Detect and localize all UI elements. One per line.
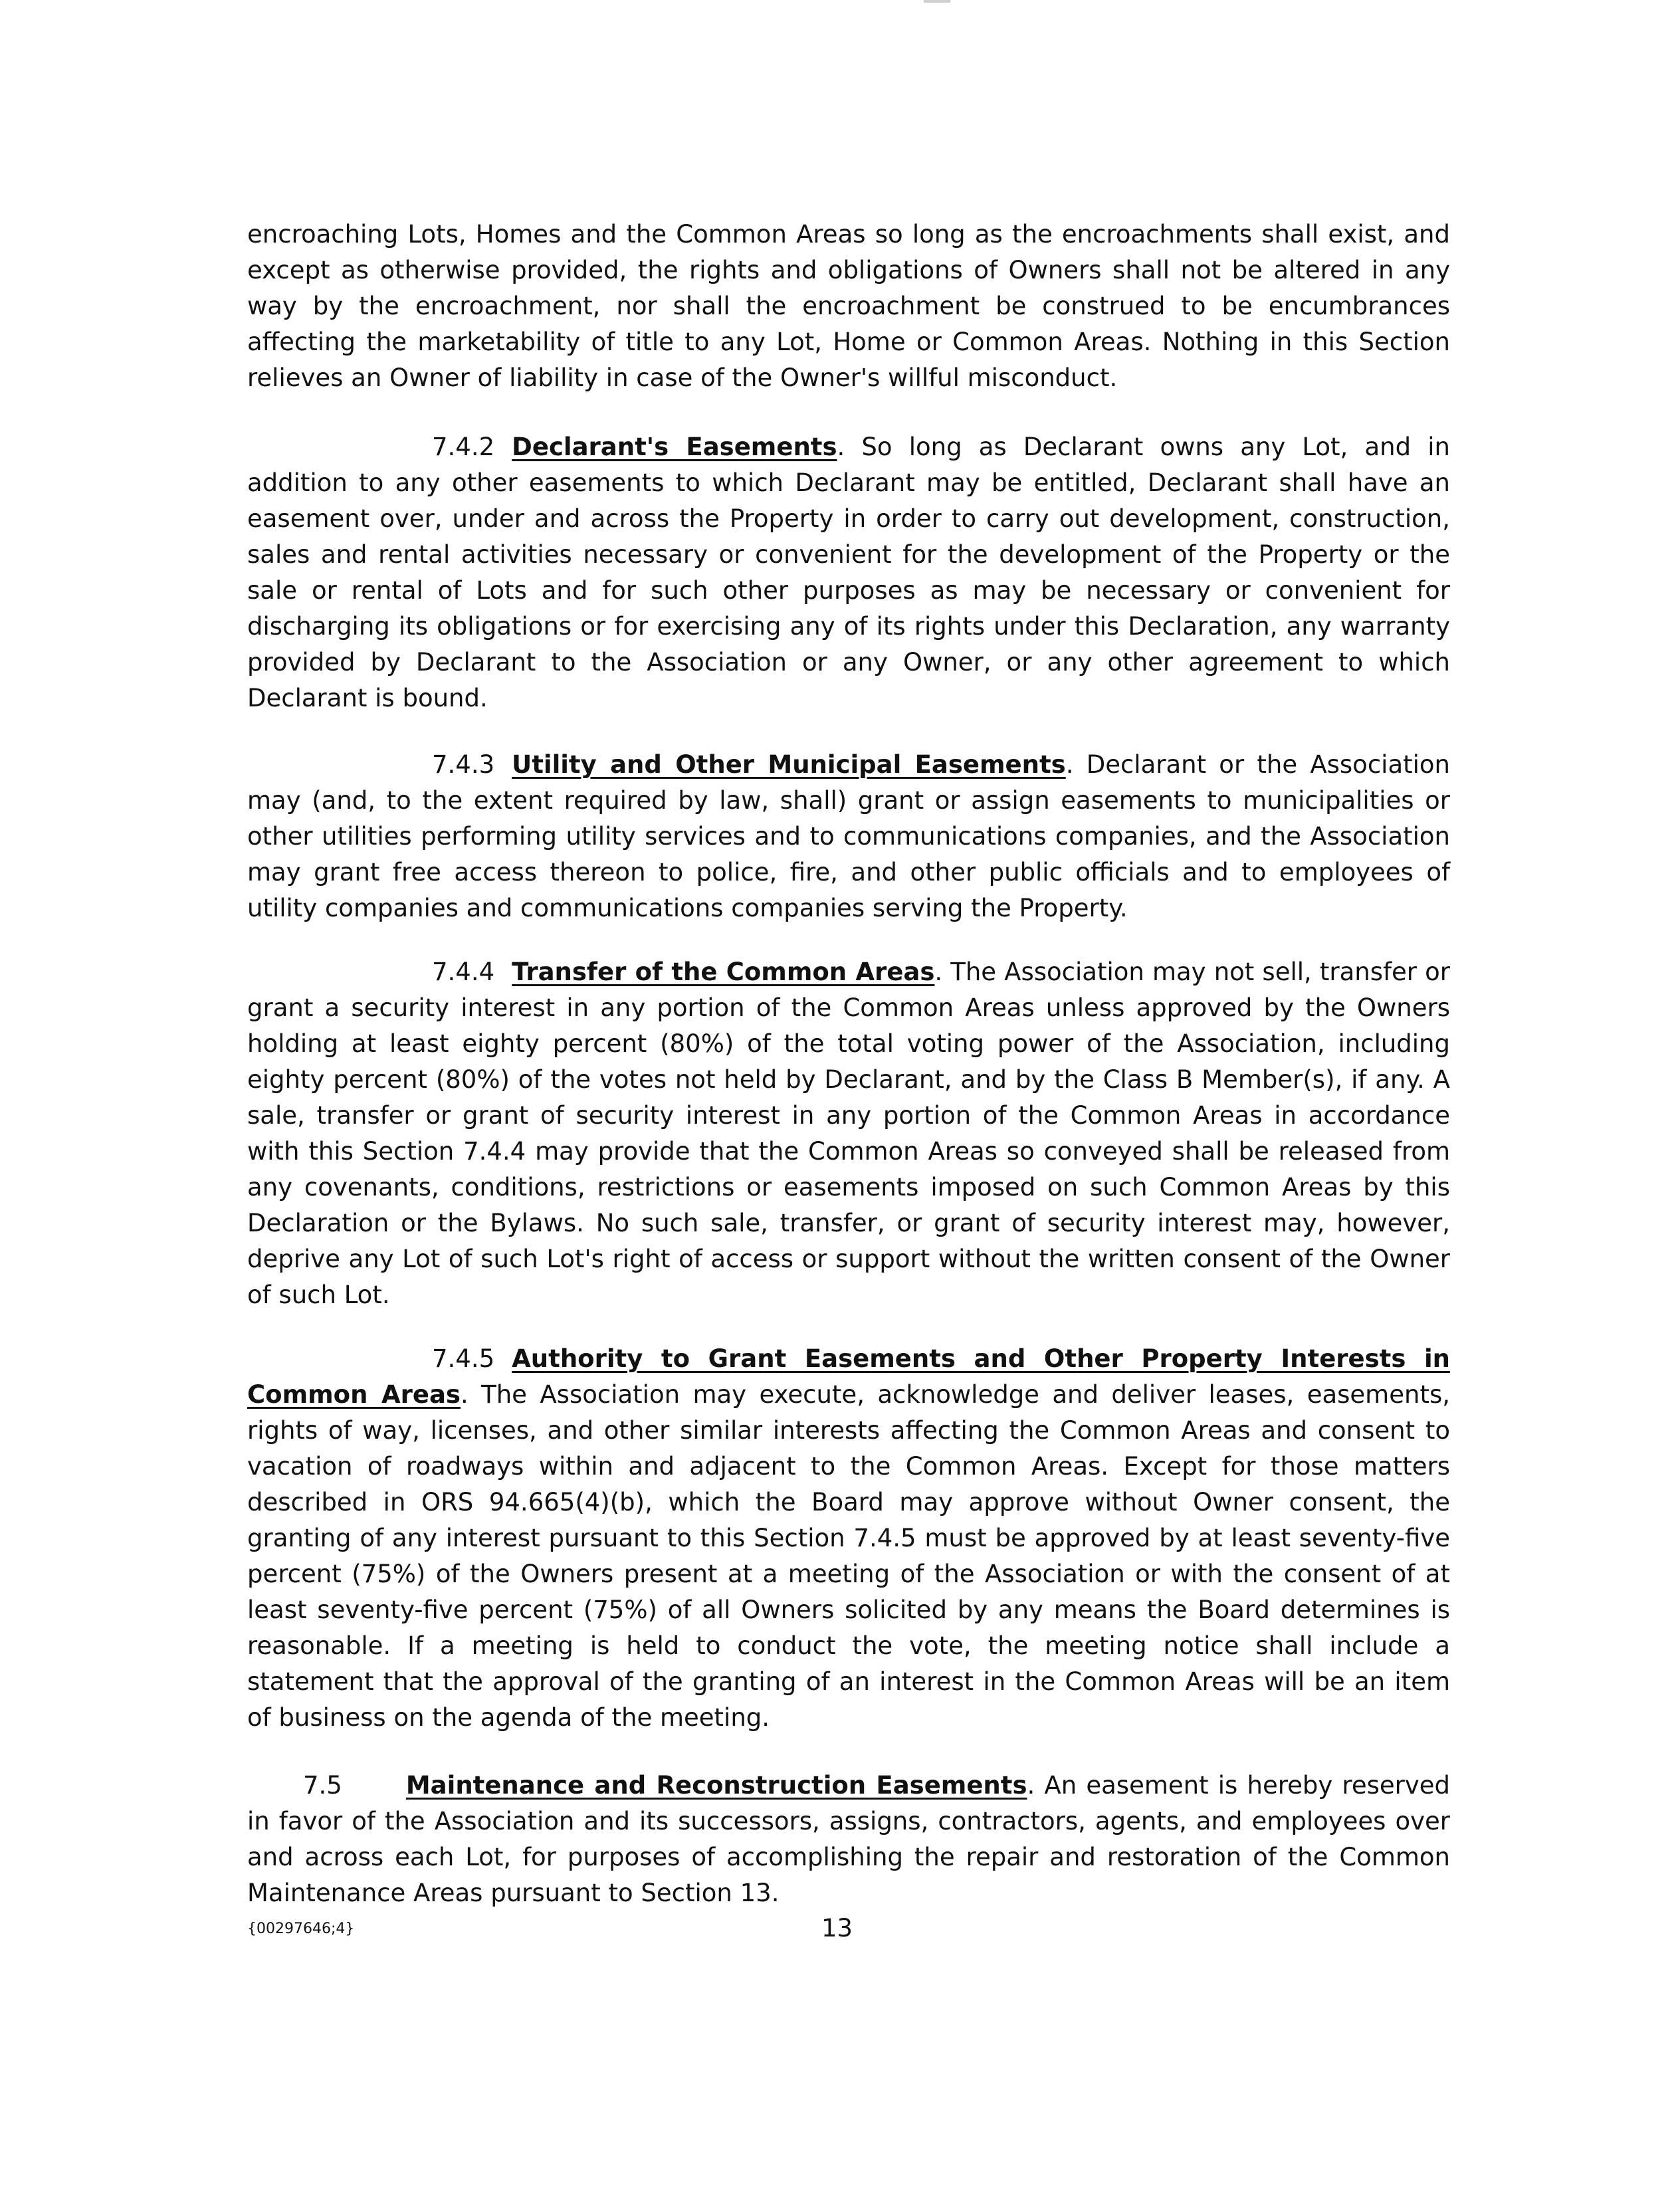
section-heading: Declarant's Easements (512, 433, 837, 461)
scan-mark (924, 0, 950, 3)
paragraph-7-4-2 (247, 429, 1450, 716)
paragraph-text: . So long as Declarant owns any Lot, and in addition to any other easements to which Declarant may be entitled, Declarant shall have an easement over, under and across the Property in order to carry out development, construction, sales and rental activities necessary or convenient for the development of the Property or the sale or rental of Lots and for such other purposes as may be necessary or convenient for discharging its obligations or for exercising any of its rights under this Declaration, any warranty provided by Declarant to the Association or any Owner, or any other agreement to which Declarant is bound. (247, 433, 1450, 712)
paragraph-7-4-3 (247, 747, 1450, 926)
paragraph-text: . The Association may not sell, transfer or grant a security interest in any portion of the Common Areas unless approved by the Owners holding at least eighty percent (80%) of the total voting power of the Association, including eighty percent (80%) of the votes not held by Declarant, and by the Class B Member(s), if any. A sale, transfer or grant of security interest in any portion of the Common Areas in accordance with this Section 7.4.4 may provide that the Common Areas so conveyed shall be released from any covenants, conditions, restrictions or easements imposed on such Common Areas by this Declaration or the Bylaws. No such sale, transfer, or grant of security interest may, however, deprive any Lot of such Lot's right of access or support without the written consent of the Owner of such Lot. (247, 958, 1450, 1309)
section-number: 7.4.2 (432, 433, 495, 461)
section-number: 7.4.3 (432, 750, 495, 779)
section-heading: Maintenance and Reconstruction Easements (405, 1771, 1027, 1800)
paragraph-7-5 (247, 1768, 1450, 1911)
paragraph-7-4-5 (247, 1341, 1450, 1736)
section-number: 7.4.4 (432, 958, 495, 986)
paragraph-text: encroaching Lots, Homes and the Common Areas so long as the encroachments shall exist, and except as otherwise provided, the rights and obligations of Owners shall not be altered in any way by the encroachment, nor shall the encroachment be construed to be encumbrances affecting the marketability of title to any Lot, Home or Common Areas. Nothing in this Section relieves an Owner of liability in case of the Owner's willful misconduct. (247, 220, 1450, 392)
paragraph-text: . An easement is hereby reserved in favor of the Association and its successors, assigns, contractors, agents, and employees over and across each Lot, for purposes of accomplishing the repair and restoration of the Common Maintenance Areas pursuant to Section 13. (247, 1771, 1450, 1907)
paragraph-7-4-4 (247, 954, 1450, 1313)
section-heading: Utility and Other Municipal Easements (512, 750, 1066, 779)
page-number: 13 (821, 1914, 853, 1942)
paragraph-text: . Declarant or the Association may (and, to the extent required by law, shall) grant or assign easements to municipalities or other utilities performing utility services and to communications companies, and the Association may grant free access thereon to police, fire, and other public officials and to employees of utility companies and communications companies serving the Property. (247, 750, 1450, 922)
section-number: 7.5 (303, 1771, 342, 1800)
section-heading: Transfer of the Common Areas (512, 958, 935, 986)
section-heading: Authority to Grant Easements and Other Property Interests in Common Areas (247, 1344, 1450, 1409)
section-number: 7.4.5 (432, 1344, 495, 1373)
paragraph-text: . The Association may execute, acknowledge and deliver leases, easements, rights of way, licenses, and other similar interests affecting the Common Areas and consent to vacation of roadways within and adjacent to the Common Areas. Except for those matters described in ORS 94.665(4)(b), which the Board may approve without Owner consent, the granting of any interest pursuant to this Section 7.4.5 must be approved by at least seventy-five percent (75%) of the Owners present at a meeting of the Association or with the consent of at least seventy-five percent (75%) of all Owners solicited by any means the Board determines is reasonable. If a meeting is held to conduct the vote, the meeting notice shall include a statement that the approval of the granting of an interest in the Common Areas will be an item of business on the agenda of the meeting. (247, 1380, 1450, 1732)
paragraph-encroachment-continuation (247, 217, 1450, 396)
document-id: {00297646;4} (247, 1921, 355, 1937)
